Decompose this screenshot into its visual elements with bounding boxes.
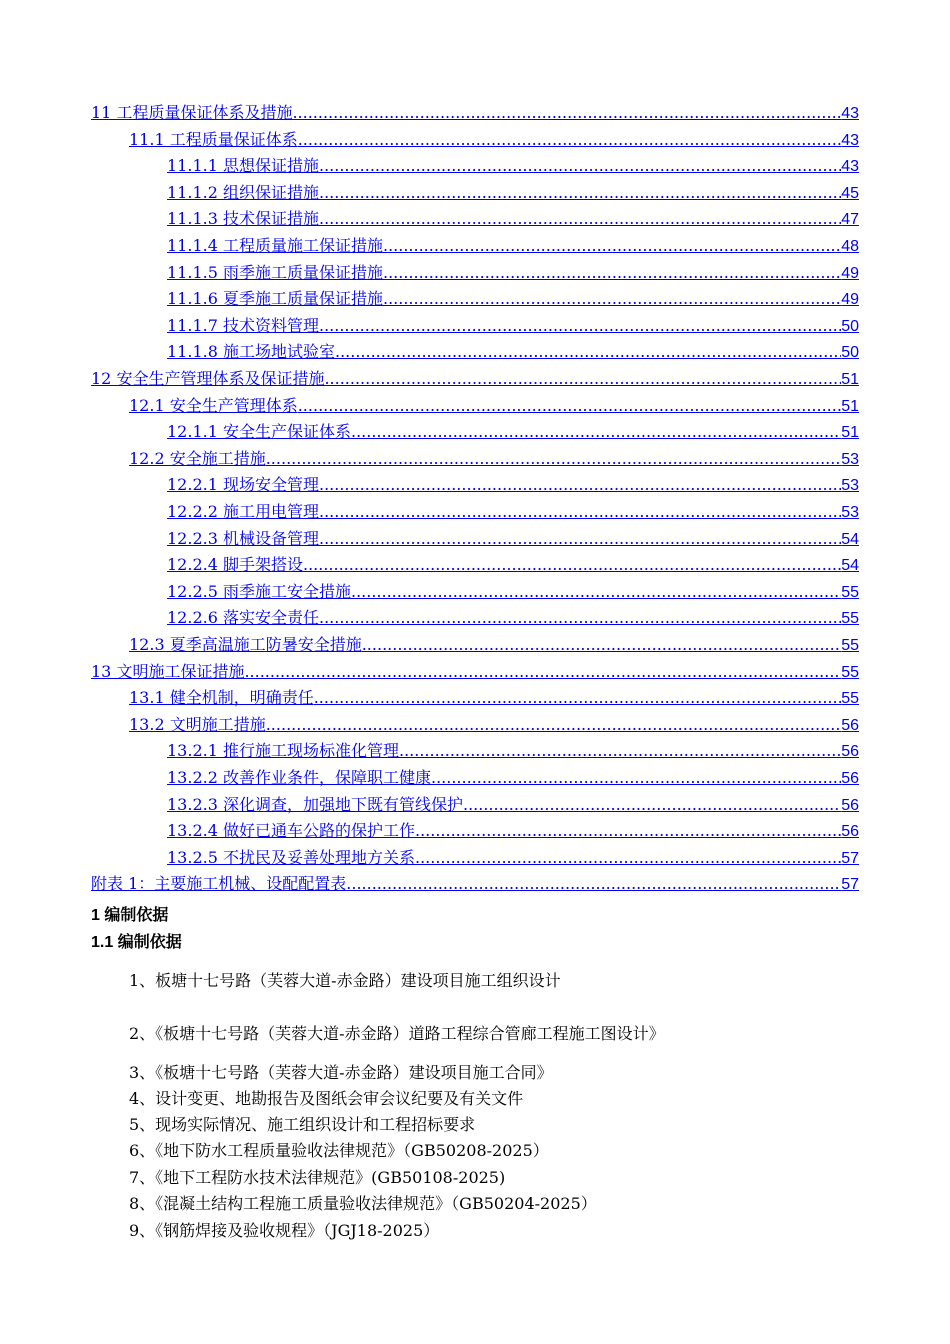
toc-entry-page: 54 xyxy=(841,557,859,575)
toc-leader-dots xyxy=(415,818,841,844)
toc-leader-dots xyxy=(351,419,841,445)
toc-entry-title: 12.2.5 雨季施工安全措施 xyxy=(167,581,351,601)
toc-entry[interactable] xyxy=(129,632,859,658)
toc-entry-title: 12.2 安全施工措施 xyxy=(129,448,266,468)
basis-item: 4、设计变更、地勘报告及图纸会审会议纪要及有关文件 xyxy=(129,1089,524,1108)
toc-leader-dots xyxy=(362,632,841,658)
basis-item: 9、《钢筋焊接及验收规程》（JGJ18-2025） xyxy=(129,1221,440,1240)
toc-entry-page: 51 xyxy=(841,397,859,415)
section-subheading: 1.1 编制依据 xyxy=(91,934,182,951)
toc-entry[interactable] xyxy=(167,845,859,871)
toc-entry-page: 50 xyxy=(841,317,859,335)
toc-entry[interactable] xyxy=(167,153,859,179)
toc-leader-dots xyxy=(383,233,841,259)
toc-entry[interactable] xyxy=(167,233,859,259)
toc-entry[interactable] xyxy=(167,286,859,312)
toc-entry-title: 附表 1：主要施工机械、设配配置表 xyxy=(91,874,347,894)
toc-leader-dots xyxy=(415,845,841,871)
toc-entry-title: 11.1.7 技术资料管理 xyxy=(167,315,319,335)
toc-entry-title: 12.1.1 安全生产保证体系 xyxy=(167,422,351,442)
toc-leader-dots xyxy=(244,659,841,685)
toc-leader-dots xyxy=(303,552,841,578)
toc-leader-dots xyxy=(383,260,841,286)
toc-entry[interactable] xyxy=(167,738,859,764)
toc-entry[interactable] xyxy=(167,818,859,844)
toc-leader-dots xyxy=(266,712,841,738)
toc-leader-dots xyxy=(319,472,841,498)
toc-entry-title: 12.1 安全生产管理体系 xyxy=(129,395,298,415)
toc-entry[interactable] xyxy=(129,127,859,153)
toc-entry-page: 53 xyxy=(841,477,859,495)
toc-entry[interactable] xyxy=(167,526,859,552)
toc-entry-title: 12.2.2 施工用电管理 xyxy=(167,502,319,521)
basis-item: 1、板塘十七号路（芙蓉大道-赤金路）建设项目施工组织设计 xyxy=(129,971,561,990)
toc-leader-dots xyxy=(298,127,841,153)
toc-entry[interactable] xyxy=(91,659,859,685)
toc-entry-title: 12.2.6 落实安全责任 xyxy=(167,608,319,628)
toc-entry-title: 11.1.2 组织保证措施 xyxy=(167,182,319,202)
toc-entry-title: 11.1 工程质量保证体系 xyxy=(129,129,298,149)
toc-entry[interactable] xyxy=(91,100,859,126)
toc-entry-title: 11 工程质量保证体系及措施 xyxy=(91,103,293,122)
toc-entry-title: 13.2.2 改善作业条件，保障职工健康 xyxy=(167,768,431,787)
toc-leader-dots xyxy=(383,286,841,312)
toc-entry-title: 13.2.5 不扰民及妥善处理地方关系 xyxy=(167,847,415,867)
toc-leader-dots xyxy=(399,738,841,764)
toc-entry[interactable] xyxy=(91,871,859,897)
toc-entry[interactable] xyxy=(167,180,859,206)
toc-entry-title: 12.2.4 脚手架搭设 xyxy=(167,555,303,575)
toc-leader-dots xyxy=(319,313,841,339)
toc-leader-dots xyxy=(319,153,841,179)
toc-entry-page: 50 xyxy=(841,344,859,362)
toc-entry-title: 13.2.3 深化调查，加强地下既有管线保护 xyxy=(167,794,463,814)
toc-entry-page: 45 xyxy=(841,184,859,202)
toc-entry-title: 12.2.3 机械设备管理 xyxy=(167,528,319,548)
toc-leader-dots xyxy=(319,605,841,631)
toc-entry-page: 54 xyxy=(841,530,859,548)
toc-entry-page: 55 xyxy=(841,637,859,654)
toc-leader-dots xyxy=(351,579,841,605)
toc-entry-page: 55 xyxy=(841,663,859,681)
toc-entry-page: 49 xyxy=(841,291,859,309)
toc-entry-title: 12 安全生产管理体系及保证措施 xyxy=(91,369,325,388)
basis-item: 8、《混凝土结构工程施工质量验收法律规范》（GB50204-2025） xyxy=(129,1194,597,1213)
toc-leader-dots xyxy=(324,366,841,392)
toc-entry-title: 11.1.4 工程质量施工保证措施 xyxy=(167,236,383,255)
toc-entry-title: 13.2.4 做好已通车公路的保护工作 xyxy=(167,821,415,841)
toc-entry[interactable] xyxy=(167,552,859,578)
toc-entry[interactable] xyxy=(167,792,859,818)
toc-entry-title: 11.1.1 思想保证措施 xyxy=(167,156,319,176)
toc-entry-page: 53 xyxy=(841,450,859,468)
toc-entry-page: 56 xyxy=(841,716,859,734)
basis-item: 2、《板塘十七号路（芙蓉大道-赤金路）道路工程综合管廊工程施工图设计》 xyxy=(129,1024,665,1043)
toc-entry-title: 11.1.6 夏季施工质量保证措施 xyxy=(167,289,383,309)
toc-entry[interactable] xyxy=(129,712,859,738)
toc-entry-page: 48 xyxy=(841,238,859,255)
toc-leader-dots xyxy=(319,526,841,552)
toc-leader-dots xyxy=(298,393,841,419)
toc-leader-dots xyxy=(431,765,841,791)
toc-entry[interactable] xyxy=(167,499,859,525)
toc-leader-dots xyxy=(266,446,841,472)
section-heading: 1 编制依据 xyxy=(91,907,169,924)
toc-entry-page: 57 xyxy=(841,849,859,867)
basis-item: 6、《地下防水工程质量验收法律规范》（GB50208-2025） xyxy=(129,1141,549,1160)
toc-entry[interactable] xyxy=(91,366,859,392)
toc-entry[interactable] xyxy=(167,419,859,445)
toc-entry-title: 13.2.1 推行施工现场标准化管理 xyxy=(167,741,399,761)
toc-leader-dots xyxy=(314,685,841,711)
toc-entry-page: 55 xyxy=(841,690,859,708)
toc-entry[interactable] xyxy=(167,472,859,498)
toc-leader-dots xyxy=(463,792,841,818)
toc-entry[interactable] xyxy=(167,765,859,791)
toc-entry[interactable] xyxy=(167,579,859,605)
toc-entry[interactable] xyxy=(129,393,859,419)
toc-entry-page: 43 xyxy=(841,105,859,122)
toc-leader-dots xyxy=(319,206,841,232)
toc-leader-dots xyxy=(319,180,841,206)
toc-entry-page: 56 xyxy=(841,770,859,787)
toc-entry-title: 11.1.5 雨季施工质量保证措施 xyxy=(167,262,383,282)
toc-entry[interactable] xyxy=(167,605,859,631)
toc-leader-dots xyxy=(346,871,841,897)
toc-entry-page: 43 xyxy=(841,131,859,149)
toc-entry-title: 13.2 文明施工措施 xyxy=(129,714,266,734)
toc-entry-title: 12.2.1 现场安全管理 xyxy=(167,475,319,495)
toc-entry-page: 56 xyxy=(841,823,859,841)
toc-entry-page: 57 xyxy=(841,876,859,894)
toc-entry-page: 55 xyxy=(841,583,859,601)
toc-entry[interactable] xyxy=(167,260,859,286)
toc-entry-title: 11.1.3 技术保证措施 xyxy=(167,209,319,229)
toc-leader-dots xyxy=(319,499,841,525)
toc-entry[interactable] xyxy=(167,206,859,232)
toc-leader-dots xyxy=(292,100,841,126)
toc-leader-dots xyxy=(335,339,841,365)
toc-entry-page: 43 xyxy=(841,158,859,176)
toc-entry-page: 49 xyxy=(841,264,859,282)
basis-item: 5、现场实际情况、施工组织设计和工程招标要求 xyxy=(129,1115,476,1134)
toc-entry-page: 56 xyxy=(841,796,859,814)
toc-entry-page: 55 xyxy=(841,610,859,628)
toc-entry-title: 13 文明施工保证措施 xyxy=(91,661,245,681)
toc-entry[interactable] xyxy=(129,446,859,472)
toc-entry[interactable] xyxy=(167,339,859,365)
toc-entry-page: 47 xyxy=(841,211,859,229)
basis-item: 3、《板塘十七号路（芙蓉大道-赤金路）建设项目施工合同》 xyxy=(129,1063,553,1082)
toc-entry-page: 56 xyxy=(841,743,859,761)
toc-entry[interactable] xyxy=(129,685,859,711)
basis-item: 7、《地下工程防水技术法律规范》(GB50108-2025) xyxy=(129,1168,506,1187)
toc-entry-page: 51 xyxy=(841,424,859,442)
toc-entry-title: 12.3 夏季高温施工防暑安全措施 xyxy=(129,635,362,654)
toc-entry[interactable] xyxy=(167,313,859,339)
toc-entry-title: 11.1.8 施工场地试验室 xyxy=(167,342,335,362)
toc-entry-page: 53 xyxy=(841,504,859,521)
toc-entry-title: 13.1 健全机制，明确责任 xyxy=(129,688,314,708)
toc-entry-page: 51 xyxy=(841,371,859,388)
